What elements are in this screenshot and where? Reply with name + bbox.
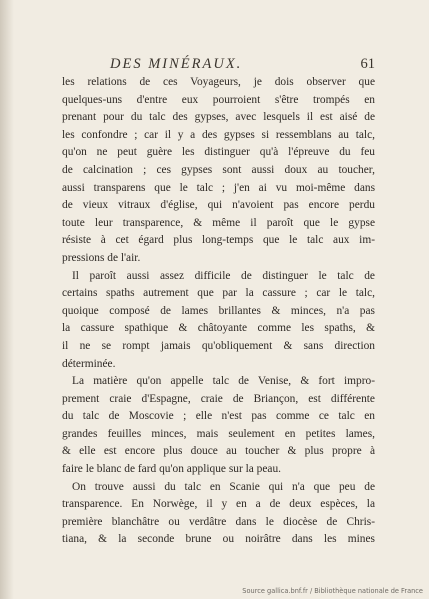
text-line: pressions de l'air.: [62, 251, 141, 264]
text-line: quoique composé de lames brillantes & minces, n'a pas: [62, 304, 375, 317]
text-line: qu'on ne peut guère les distinguer qu'à l'épreuve du feu: [62, 146, 375, 159]
text-line: première blanchâtre ou verdâtre dans le diocèse de Chris-: [62, 515, 375, 528]
text-line: certains spaths autrement que par la cassure ; car le talc,: [62, 287, 375, 300]
page-gutter-shadow: [0, 0, 14, 599]
text-line: les relations de ces Voyageurs, je dois observer que: [62, 76, 375, 88]
paragraph-3: [62, 373, 375, 479]
text-line: grandes feuilles minces, mais seulement en petites lames,: [62, 427, 375, 440]
page-header: [60, 56, 375, 76]
text-line: déterminée.: [62, 357, 116, 370]
text-line: quelques-uns d'entre eux pourroient s'être trompés en: [62, 93, 375, 106]
text-line: prement craie d'Espagne, craie de Briançon, est différente: [62, 392, 375, 405]
text-line: de calcination ; ces gypses sont aussi doux au toucher,: [62, 163, 375, 176]
text-line: résiste à cet égard plus long-temps que le talc aux im-: [62, 234, 375, 247]
text-line: tiana, & la seconde brune ou noirâtre dans les mines: [62, 533, 375, 546]
running-title: DES MINÉRAUX.: [110, 56, 243, 72]
page-number: 61: [360, 56, 375, 72]
text-line: Il paroît aussi assez difficile de distinguer le talc de: [72, 269, 375, 282]
text-line: il ne se rompt jamais qu'obliquement & sans direction: [62, 339, 375, 352]
text-line: prenant pour du talc des gypses, avec lesquels il est aisé de: [62, 111, 375, 124]
text-line: la cassure spathique & châtoyante comme les spaths, &: [62, 322, 375, 335]
text-line: les confondre ; car il y a des gypses si ressemblans au talc,: [62, 128, 375, 141]
paragraph-4: [62, 479, 375, 549]
text-line: du talc de Moscovie ; elle n'est pas comme ce talc en: [62, 410, 375, 423]
text-line: La matière qu'on appelle talc de Venise, & fort impro-: [72, 375, 375, 388]
text-line: toute leur transparence, & même il paroît que le gypse: [62, 216, 375, 229]
paragraph-2: [62, 268, 375, 374]
text-line: aussi transparens que le talc ; j'en ai vu moi-même dans: [62, 181, 375, 194]
paragraph-1: [62, 74, 375, 268]
source-credit: Source gallica.bnf.fr / Bibliothèque nationale de France: [242, 587, 423, 595]
text-line: On trouve aussi du talc en Scanie qui n'a que peu de: [72, 480, 375, 493]
text-line: faire le blanc de fard qu'on applique sur la peau.: [62, 463, 282, 476]
text-line: & elle est encore plus douce au toucher & plus propre à: [62, 445, 375, 458]
body-text: [62, 74, 375, 549]
text-line: transparence. En Norwège, il y en a de deux espèces, la: [62, 498, 375, 511]
text-line: de vieux vitraux d'église, qui n'avoient pas encore perdu: [62, 199, 375, 212]
